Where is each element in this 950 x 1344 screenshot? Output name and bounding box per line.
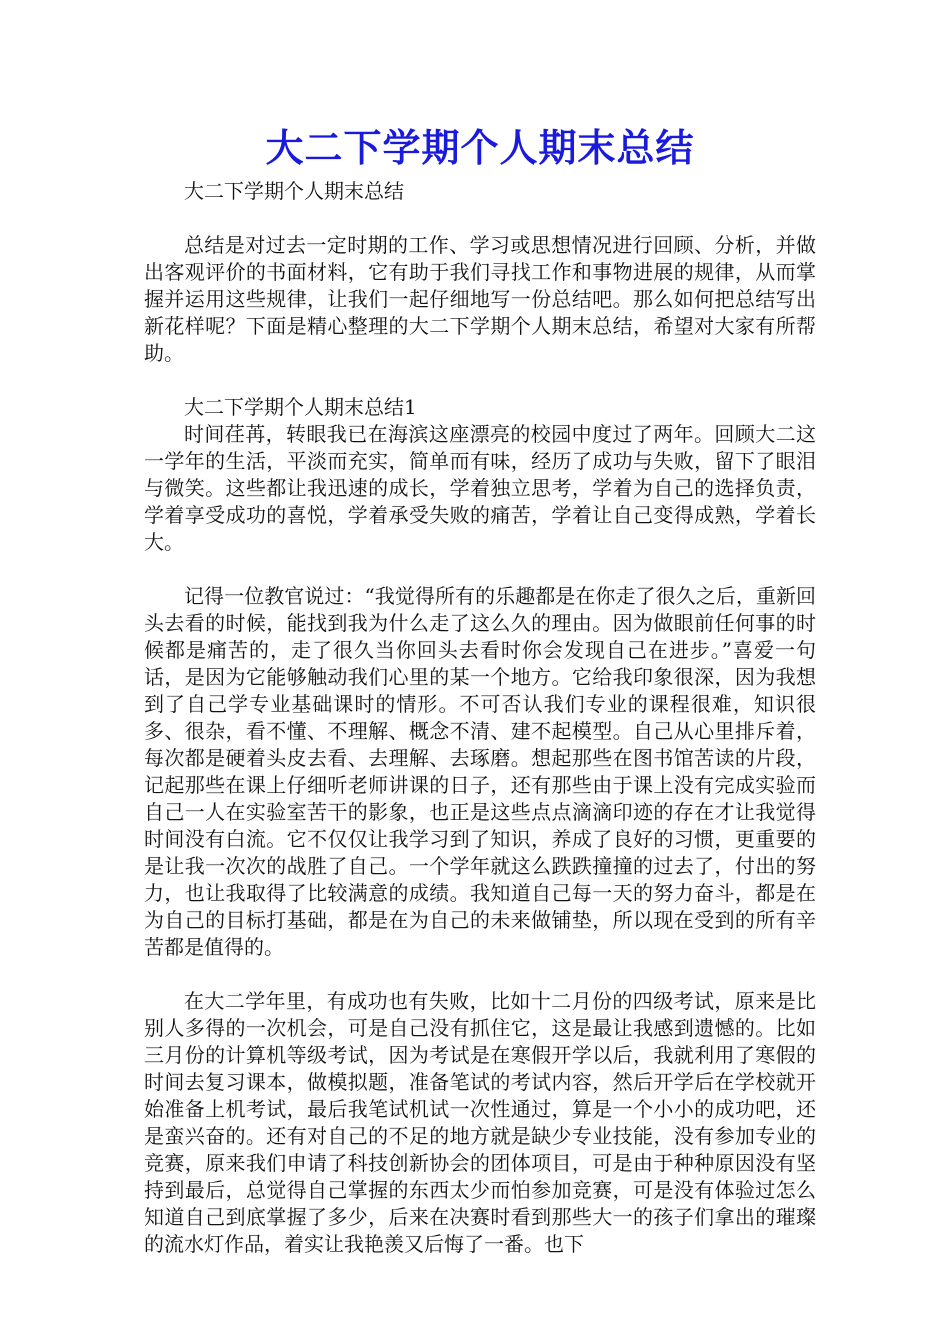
document-body (144, 118, 816, 1258)
body-paragraph: 时间荏苒，转眼我已在海滨这座漂亮的校园中度过了两年。回顾大二这一学年的生活，平淡而充实，简单而有味，经历了成功与失败，留下了眼泪与微笑。这些都让我迅速的成长，学着独立思考，学着为自己的选择负责，学着享受成功的喜悦，学着承受失败的痛苦，学着让自己变得成熟，学着长大。 (144, 422, 816, 554)
body-paragraph: 记得一位教官说过：“我觉得所有的乐趣都是在你走了很久之后，重新回头去看的时候，能找到我为什么走了这么久的理由。因为做眼前任何事的时候都是痛苦的，走了很久当你回头去看时你会发现自己在进步。”喜爱一句话，是因为它能够触动我们心里的某一个地方。它给我印象很深，因为我想到了自己学专业基础课时的情形。不可否认我们专业的课程很难，知识很多、很杂，看不懂、不理解、概念不清、建不起模型。自己从心里排斥着，每次都是硬着头皮去看、去理解、去琢磨。想起那些在图书馆苦读的片段，记起那些在课上仔细听老师讲课的日子，还有那些由于课上没有完成实验而自己一人在实验室苦干的影象，也正是这些点点滴滴印迹的存在才让我觉得时间没有白流。它不仅仅让我学习到了知识，养成了良好的习惯，更重要的是让我一次次的战胜了自己。一个学年就这么跌跌撞撞的过去了，付出的努力，也让我取得了比较满意的成绩。我知道自己每一天的努力奋斗，都是在为自己的目标打基础，都是在为自己的未来做铺垫，所以现在受到的所有辛苦都是值得的。 (144, 584, 816, 959)
paragraph-gap (144, 205, 816, 232)
body-paragraph: 在大二学年里，有成功也有失败，比如十二月份的四级考试，原来是比别人多得的一次机会，可是自己没有抓住它，这是最让我感到遗憾的。比如三月份的计算机等级考试，因为考试是在寒假开学以后，我就利用了寒假的时间去复习课本，做模拟题，准备笔试的考试内容，然后开学后在学校就开始准备上机考试，最后我笔试机试一次性通过，算是一个小小的成功吧，还是蛮兴奋的。还有对自己的不足的地方就是缺少专业技能，没有参加专业的竞赛，原来我们申请了科技创新协会的团体项目，可是由于种种原因没有坚持到最后，总觉得自己掌握的东西太少而怕参加竞赛，可是没有体验过怎么知道自己到底掌握了多少，后来在决赛时看到那些大一的孩子们拿出的璀璨的流水灯作品，着实让我艳羡又后悔了一番。也下 (144, 989, 816, 1256)
document-subtitle: 大二下学期个人期末总结 (184, 179, 404, 203)
section-heading: 大二下学期个人期末总结1 (184, 395, 417, 419)
document-title: 大二下学期个人期末总结 (265, 126, 695, 170)
intro-paragraph: 总结是对过去一定时期的工作、学习或思想情况进行回顾、分析，并做出客观评价的书面材料，它有助于我们寻找工作和事物进展的规律，从而掌握并运用这些规律，让我们一起仔细地写一份总结吧。那么如何把总结写出新花样呢？下面是精心整理的大二下学期个人期末总结，希望对大家有所帮助。 (144, 233, 816, 365)
paragraph-gap (144, 367, 816, 394)
paragraph-gap (144, 556, 816, 583)
paragraph-gap (144, 961, 816, 988)
